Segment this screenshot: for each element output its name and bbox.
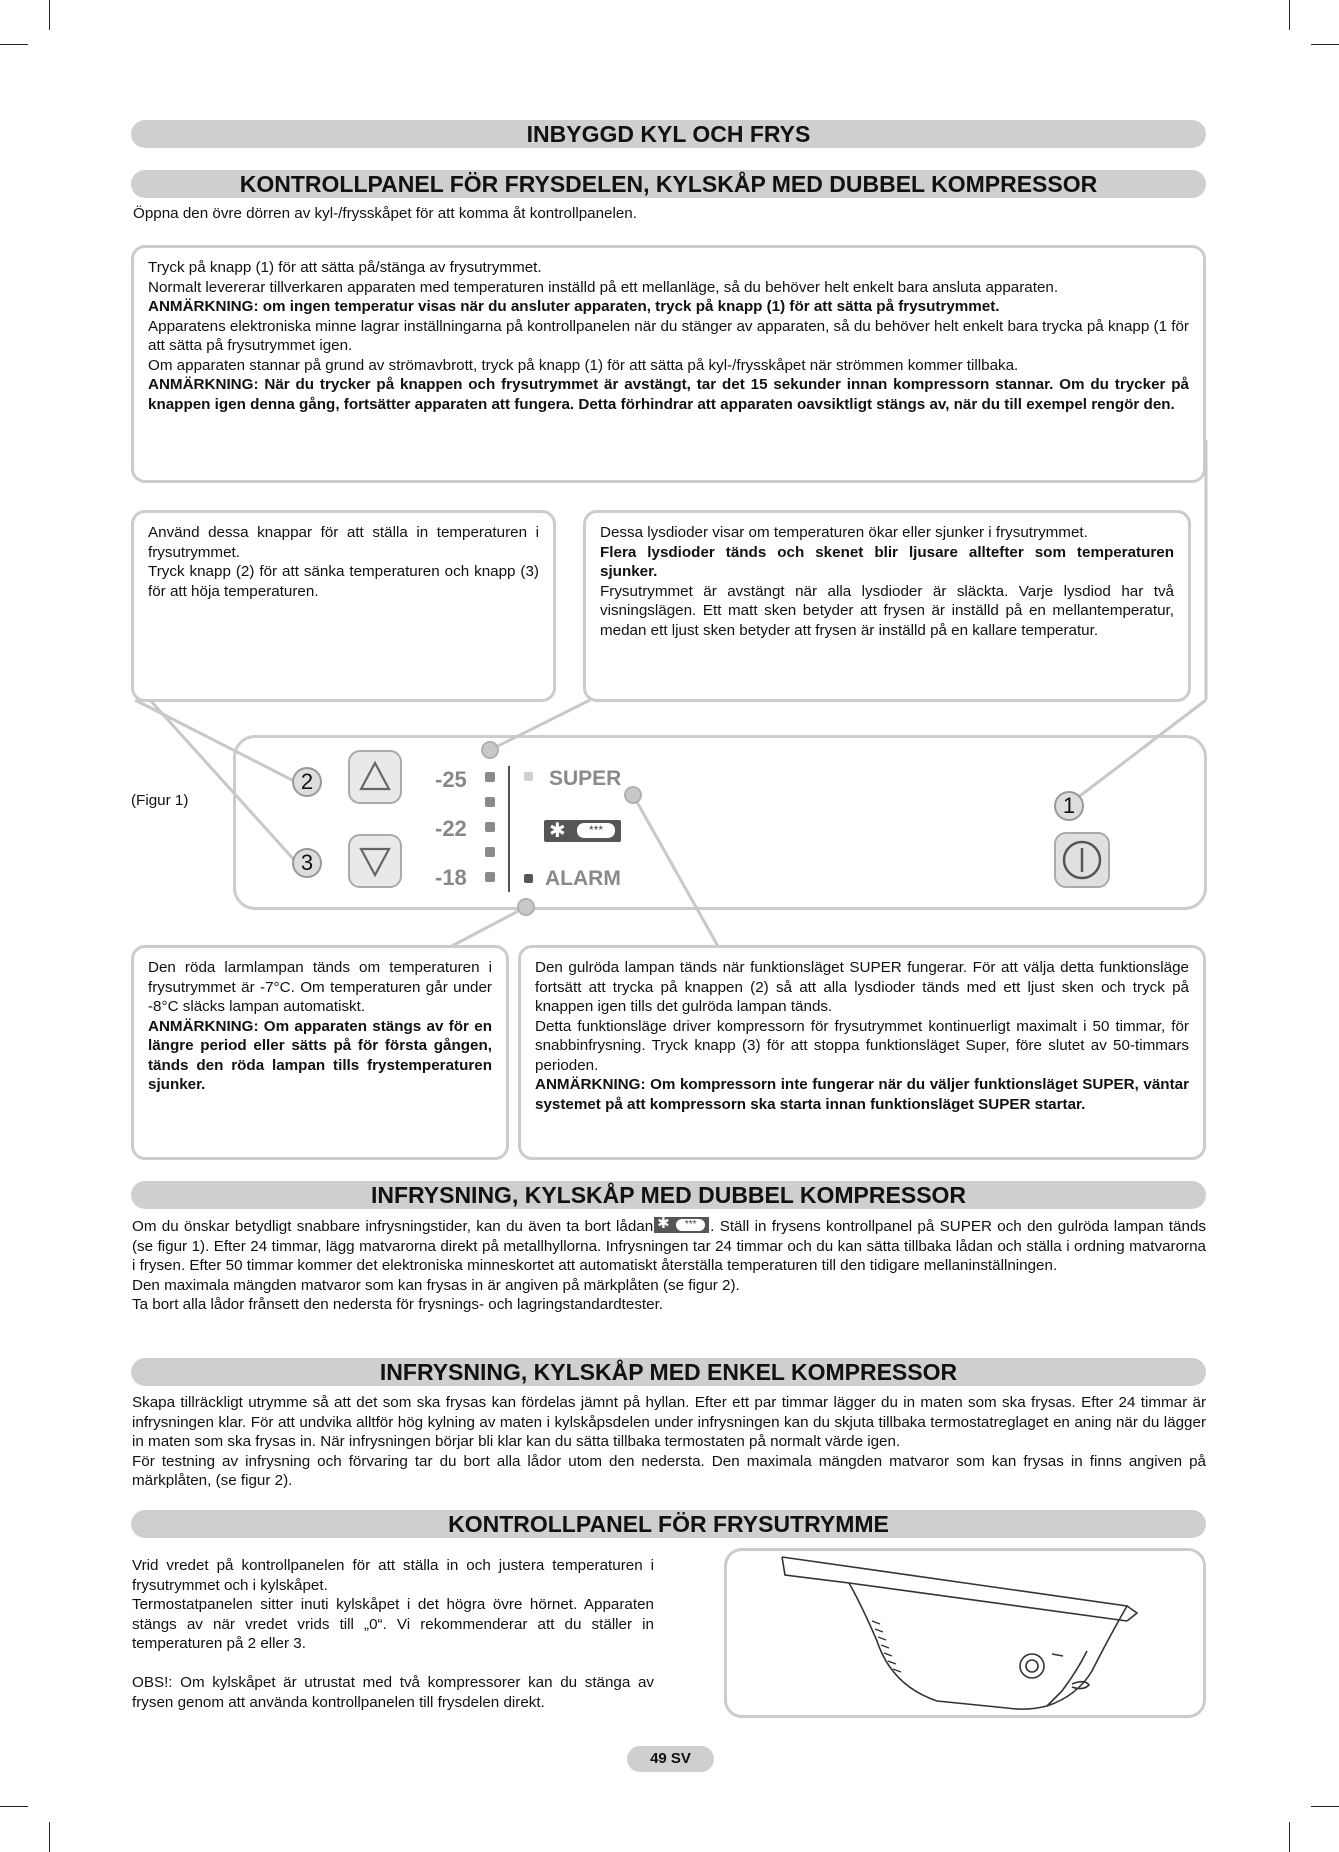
callout-1: 1 [1054,791,1084,821]
drawer-icon-inline [654,1217,709,1233]
triangle-up-icon [350,752,400,802]
note-text: Flera lysdioder tänds och skenet blir ljusare alltefter som temperaturen sjunker. [600,543,1174,580]
super-led [524,772,533,781]
section-text-dual [132,1217,1206,1315]
text-line: Om apparaten stannar på grund av strömavbrott, tryck på knapp (1) för att sätta på kyl-/frysskåpet när strömmen kommer tillbaka. [148,356,1019,374]
page-title: INBYGGD KYL OCH FRYS [131,120,1206,148]
info-box-super [518,945,1206,1160]
note-text: ANMÄRKNING: När du trycker på knappen och frysutrymmet är avstängt, tar det 15 sekunder innan kompressorn stannar. Om du trycker på knappen igen denna gång, fortsätter apparaten att fungera. Detta förhindrar att apparaten oavsiktligt stängs av, när du till exempel rengör den. [148,376,1189,413]
text-line: Vrid vredet på kontrollpanelen för att ställa in och justera temperaturen i frysutrymmet och i kylskåpet. [132,1557,654,1594]
text-line: Tryck knapp (2) för att sänka temperaturen och knapp (3) för att höja temperaturen. [148,563,539,600]
section-heading-freezing-single: INFRYSNING, KYLSKÅP MED ENKEL KOMPRESSOR [131,1358,1206,1386]
power-icon [1056,834,1108,886]
text-line: . Ställ in frysens kontrollpanel på SUPER och den gulröda lampan tänds (se figur 1). Efter 24 timmar, lägg matvarorna direkt på metallhyllorna. Infrysningen tar 24 timmar och du kan sätta tillbaka lådan och ställa i ordning matvarorna i frysen. Efter 50 timmar kommer det elektroniska minneskortet att automatiskt återställa temperaturen till den tidigare mellaninställningen. [132,1218,1206,1274]
snowflake-icon: ✱ [549,820,566,842]
note-text: ANMÄRKNING: Om kompressorn inte fungerar när du väljer funktionsläget SUPER, väntar systemet på att kompressorn ska starta innan funktionsläget SUPER startar. [535,1076,1189,1113]
callout-2: 2 [292,767,322,797]
text-line: Termostatpanelen sitter inuti kylskåpet i det högra övre hörnet. Apparaten stängs av när vredet vrids till „0“. Vi rekommenderar att du ställer in temperaturen på 2 eller 3. [132,1596,654,1652]
text-line: Den gulröda lampan tänds när funktionsläget SUPER fungerar. För att välja detta funktionsläge fortsätt att trycka på knappen (2) så att alla lysdioder tänds med ett ljust sken och tryck på knappen igen tills det gulröda lampan tänds. [535,959,1189,1015]
alarm-label: ALARM [545,867,621,890]
led-indicator [485,872,495,882]
temp-label-18: -18 [435,865,467,890]
drawer-icon [544,820,621,842]
section-heading-freezing-dual: INFRYSNING, KYLSKÅP MED DUBBEL KOMPRESSOR [131,1181,1206,1209]
alarm-led [524,874,533,883]
text-line: Om du önskar betydligt snabbare infrysningstider, kan du även ta bort lådan [132,1218,654,1235]
text-line: Apparatens elektroniska minne lagrar inställningarna på kontrollpanelen när du stänger av apparaten, så du behöver helt enkelt bara trycka på knapp (1 för att sätta på frysutrymmet igen. [148,317,1189,354]
text-line: Tryck på knapp (1) för att sätta på/stänga av frysutrymmet. [148,259,542,276]
temp-up-button[interactable] [348,834,402,888]
temp-down-button[interactable] [348,750,402,804]
text-line: Den maximala mängden matvaror som kan frysas in är angiven på märkplåten (se figur 2). [132,1276,740,1294]
led-indicator [485,772,495,782]
led-indicator [485,847,495,857]
note-text: ANMÄRKNING: om ingen temperatur visas när du ansluter apparaten, tryck på knapp (1) för att sätta på frysutrymmet. [148,298,1000,315]
thermostat-illustration [727,1551,1203,1715]
intro-text: Öppna den övre dörren av kyl-/frysskåpet för att komma åt kontrollpanelen. [133,205,637,222]
info-box-alarm [131,945,509,1160]
text-line: Frysutrymmet är avstängt när alla lysdioder är släckta. Varje lysdiod har två visningslägen. Ett matt sken betyder att frysen är inställd på en mellantemperatur, medan ett ljust sken betyder att frysen är inställd på en kallare temperatur. [600,582,1174,639]
page-number: 49 SV [627,1746,714,1772]
led-indicator [485,822,495,832]
power-button[interactable] [1054,832,1110,888]
text-line: Skapa tillräckligt utrymme så att det som ska frysas kan fördelas jämnt på hyllan. Efter ett par timmar lägger du in maten som ska frysas. Efter 24 timmar är infrysningen klar. För att undvika alltför hög kylning av maten i kylskåpsdelen under infrysningen kan du skjuta tillbaka termostatreglaget en aning när du lägger in maten som ska frysas in. När infrysningen börjar bli klar kan du sätta tillbaka termostaten på normalt värde igen. [132,1394,1206,1450]
snowflake-icon: ✱ [657,1215,670,1232]
text-line: Detta funktionsläge driver kompressorn för frysutrymmet kontinuerligt maximalt i 50 timmar, för snabbinfrysning. Tryck knapp (3) för att stoppa funktionsläget Super, före slutet av 50-timmars perioden. [535,1017,1189,1074]
section-text-single [132,1393,1206,1491]
led-indicator [485,797,495,807]
text-line: Dessa lysdioder visar om temperaturen ökar eller sjunker i frysutrymmet. [600,524,1088,541]
text-line: OBS!: Om kylskåpet är utrustat med två kompressorer kan du stänga av frysen genom att använda kontrollpanelen till frysdelen direkt. [132,1674,654,1711]
text-line: Ta bort alla lådor frånsett den nedersta för frysnings- och lagringstandardtester. [132,1296,664,1313]
note-text: ANMÄRKNING: Om apparaten stängs av för en längre period eller sätts på för första gången, tänds den röda lampan tills frystemperaturen sjunker. [148,1017,492,1093]
stars-badge: *** [577,823,615,838]
callout-3: 3 [292,848,322,878]
text-line: Använd dessa knappar för att ställa in temperaturen i frysutrymmet. [148,524,539,561]
temp-label-22: -22 [435,816,467,841]
section-heading-freezer-panel: KONTROLLPANEL FÖR FRYSUTRYMME [131,1510,1206,1538]
super-label: SUPER [549,767,622,790]
stars-badge: *** [676,1219,705,1231]
figure-label: (Figur 1) [131,792,189,809]
thermostat-figure [724,1548,1206,1718]
section-text-freezer-panel [132,1556,654,1712]
section-heading-control-panel: KONTROLLPANEL FÖR FRYSDELEN, KYLSKÅP MED DUBBEL KOMPRESSOR [131,170,1206,198]
text-line: Normalt levererar tillverkaren apparaten med temperaturen inställd på ett mellanläge, så du behöver helt enkelt bara ansluta apparaten. [148,278,1059,296]
text-line: Den röda larmlampan tänds om temperaturen i frysutrymmet är -7°C. Om temperaturen går under -8°C släcks lampan automatiskt. [148,959,492,1015]
text-line: För testning av infrysning och förvaring tar du bort alla lådor utom den nedersta. Den maximala mängden matvaror som kan frysas in finns angiven på märkplåten, (se figur 2). [132,1452,1206,1489]
temp-label-25: -25 [435,767,467,792]
triangle-down-icon [350,836,400,886]
